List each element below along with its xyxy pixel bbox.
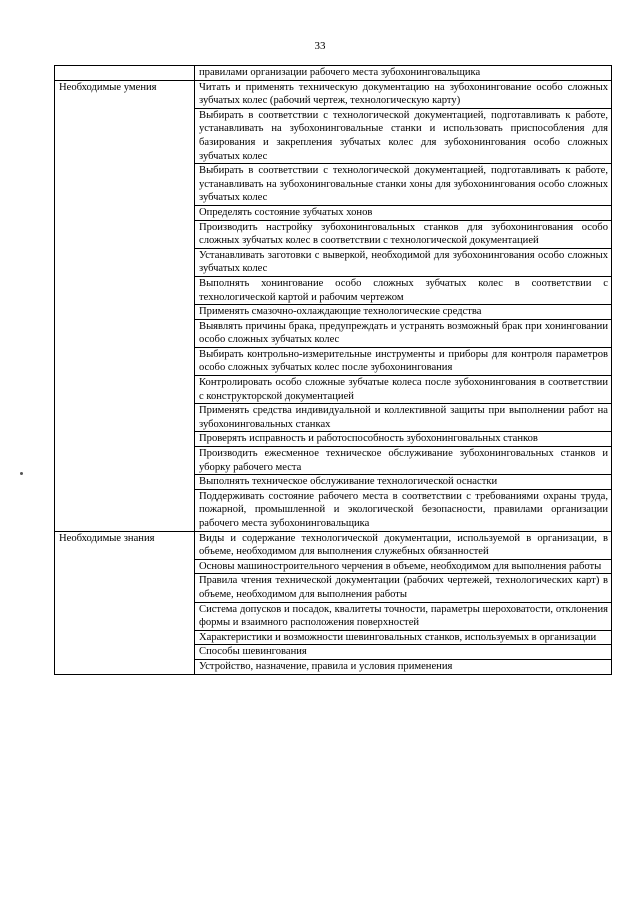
knowledge-section-label: Необходимые знания — [55, 531, 195, 674]
table-row — [55, 80, 612, 108]
skills-item: Производить настройку зубохонинговальных станков для зубохонингования особо сложных зубчатых колес в соответствии с технологической документацией — [195, 220, 612, 248]
skills-item: Читать и применять техническую документацию на зубохонингование особо сложных зубчатых колес (рабочий чертеж, технологическую карту) — [195, 80, 612, 108]
skills-item: Производить ежесменное техническое обслуживание зубохонинговальных станков и уборку рабочего места — [195, 447, 612, 475]
skills-item: Применять средства индивидуальной и коллективной защиты при выполнении работ на зубохонинговальных станках — [195, 404, 612, 432]
knowledge-item: Характеристики и возможности шевинговальных станков, используемых в организации — [195, 630, 612, 645]
skills-item: Выбирать в соответствии с технологической документацией, подготавливать к работе, устанавливать на зубохонинговальные станки и использовать приспособления для базирования и закрепления зубчатых колес для зубохонингования особо сложных зубчатых колес — [195, 108, 612, 163]
label-cell-empty — [55, 66, 195, 81]
knowledge-item: Виды и содержание технологической документации, используемой в организации, в объеме, необходимом для выполнения служебных обязанностей — [195, 531, 612, 559]
skills-item: Поддерживать состояние рабочего места в соответствии с требованиями охраны труда, пожарной, промышленной и экологической безопасности, правилами организации рабочего места зубохонинговальщика — [195, 489, 612, 531]
skills-item: Применять смазочно-охлаждающие технологические средства — [195, 305, 612, 320]
skills-item: Проверять исправность и работоспособность зубохонинговальных станков — [195, 432, 612, 447]
skills-item: Выбирать контрольно-измерительные инструменты и приборы для контроля параметров особо сложных зубчатых колес после зубохонингования — [195, 347, 612, 375]
skills-item: Выполнять хонингование особо сложных зубчатых колес в соответствии с технологической картой и рабочим чертежом — [195, 276, 612, 304]
skills-item: Выбирать в соответствии с технологической документацией, подготавливать к работе, устанавливать на зубохонинговальные станки хоны для зубохонингования особо сложных зубчатых колес — [195, 164, 612, 206]
margin-dot — [20, 472, 23, 475]
table-row — [55, 531, 612, 559]
knowledge-item: Устройство, назначение, правила и условия применения — [195, 659, 612, 674]
knowledge-item: Система допусков и посадок, квалитеты точности, параметры шероховатости, отклонения формы и взаимного расположения поверхностей — [195, 602, 612, 630]
knowledge-item: Основы машиностроительного черчения в объеме, необходимом для выполнения работы — [195, 559, 612, 574]
page-number: 33 — [314, 40, 326, 52]
requirements-table-body — [55, 66, 612, 675]
knowledge-item: Способы шевингования — [195, 645, 612, 660]
knowledge-item: Правила чтения технической документации (рабочих чертежей, технологических карт) в объеме, необходимом для выполнения работы — [195, 574, 612, 602]
continuation-cell: правилами организации рабочего места зубохонинговальщика — [195, 66, 612, 81]
skills-item: Выполнять техническое обслуживание технологической оснастки — [195, 475, 612, 490]
skills-section-label: Необходимые умения — [55, 80, 195, 531]
skills-item: Устанавливать заготовки с выверкой, необходимой для зубохонингования особо сложных зубчатых колес — [195, 248, 612, 276]
skills-item: Выявлять причины брака, предупреждать и устранять возможный брак при хонинговании особо сложных зубчатых колес — [195, 319, 612, 347]
skills-item: Контролировать особо сложные зубчатые колеса после зубохонингования в соответствии с конструкторской документацией — [195, 376, 612, 404]
requirements-table — [54, 65, 612, 675]
skills-item: Определять состояние зубчатых хонов — [195, 205, 612, 220]
table-row — [55, 66, 612, 81]
